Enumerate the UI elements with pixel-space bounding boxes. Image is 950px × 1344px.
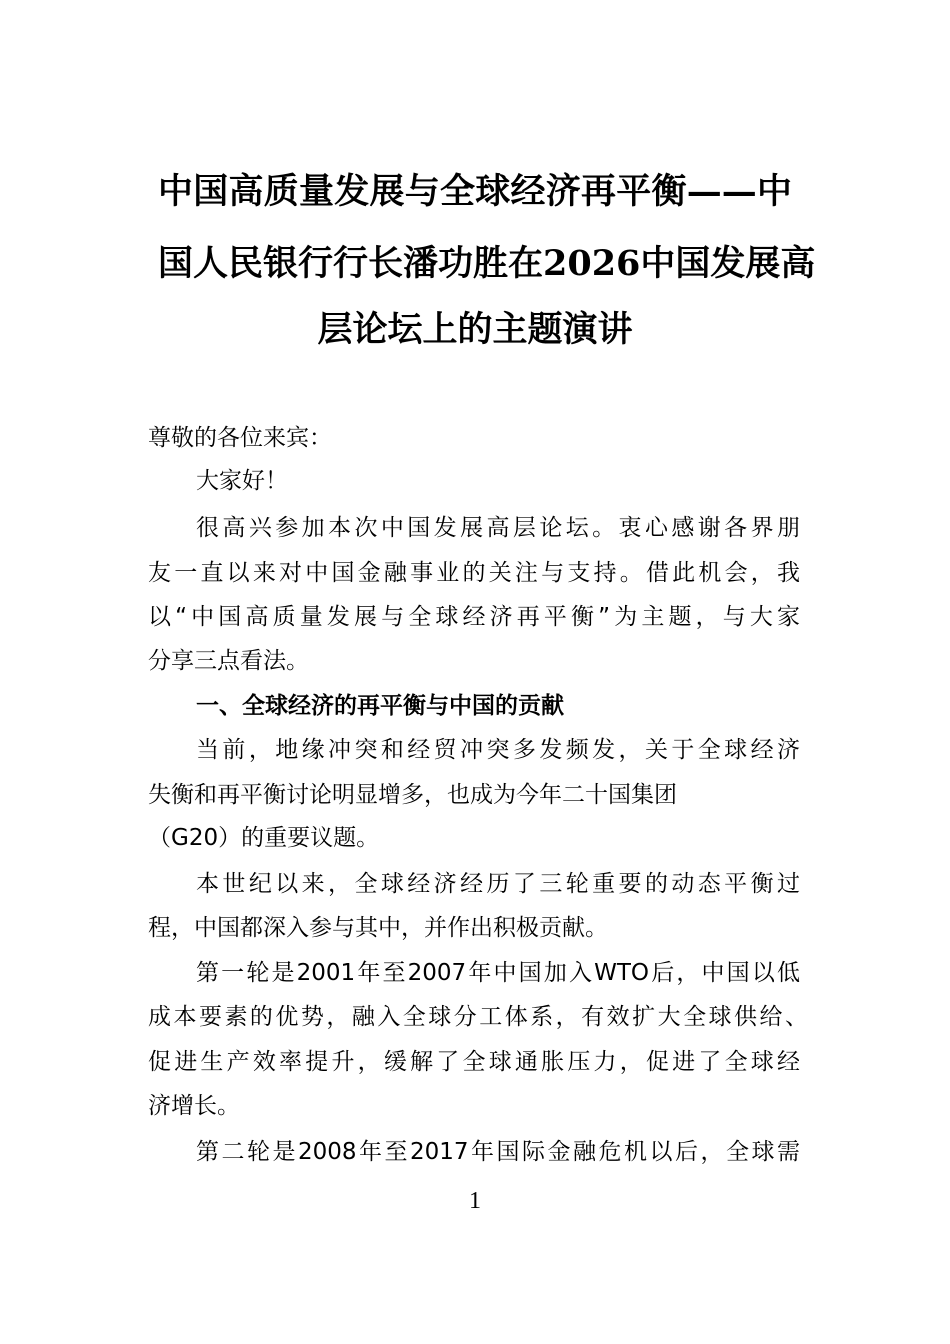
paragraph-line: （G20）的重要议题。: [148, 825, 380, 851]
greeting: 大家好！: [196, 468, 288, 494]
paragraph-line: 以“中国高质量发展与全球经济再平衡”为主题，与大家: [148, 604, 800, 630]
salutation: 尊敬的各位来宾：: [148, 425, 332, 451]
paragraph-line: 友一直以来对中国金融事业的关注与支持。借此机会，我: [148, 560, 800, 586]
paragraph-line: 分享三点看法。: [148, 648, 309, 674]
title-line: 层论坛上的主题演讲: [317, 309, 633, 350]
paragraph-line: 第二轮是2008年至2017年国际金融危机以后，全球需: [196, 1139, 800, 1165]
title-line: 国人民银行行长潘功胜在2026中国发展高: [158, 243, 816, 284]
paragraph-line: 第一轮是2001年至2007年中国加入WTO后，中国以低: [196, 960, 800, 986]
paragraph-line: 失衡和再平衡讨论明显增多，也成为今年二十国集团: [148, 782, 677, 808]
paragraph-line: 济增长。: [148, 1093, 240, 1119]
section-heading: 一、全球经济的再平衡与中国的贡献: [196, 693, 564, 719]
paragraph-line: 很高兴参加本次中国发展高层论坛。衷心感谢各界朋: [196, 515, 800, 541]
title-line: 中国高质量发展与全球经济再平衡——中: [158, 171, 792, 212]
paragraph-line: 程，中国都深入参与其中，并作出积极贡献。: [148, 915, 608, 941]
paragraph-line: 本世纪以来，全球经济经历了三轮重要的动态平衡过: [196, 871, 800, 897]
paragraph-line: 当前，地缘冲突和经贸冲突多发频发，关于全球经济: [196, 737, 800, 763]
page-number: 1: [469, 1188, 481, 1214]
paragraph-line: 成本要素的优势，融入全球分工体系，有效扩大全球供给、: [148, 1004, 808, 1030]
paragraph-line: 促进生产效率提升，缓解了全球通胀压力，促进了全球经: [148, 1049, 800, 1075]
